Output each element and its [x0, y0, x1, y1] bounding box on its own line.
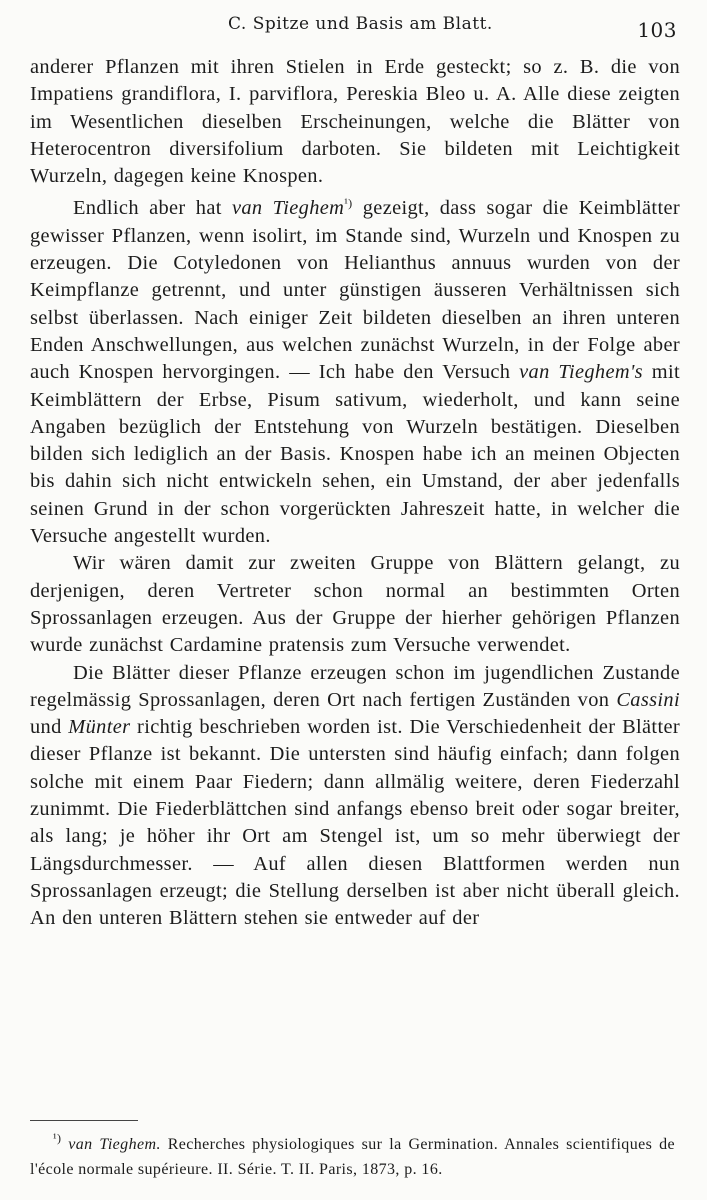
footnote-marker: ¹)	[53, 1131, 62, 1145]
author-name: van Tieghem	[231, 197, 345, 220]
footnote-author: van Tieghem.	[68, 1136, 161, 1153]
footnote	[30, 1126, 675, 1182]
page-header	[30, 10, 679, 40]
paragraph-2-part-a: Endlich aber hat	[73, 197, 232, 220]
paragraph-4-part-a: Die Blätter dieser Pflanze erzeugen schon im jugendlichen Zustande regelmässig Sprossanlagen, deren Ort nach fertigen Zuständen von	[30, 661, 680, 711]
footnote-divider	[30, 1120, 138, 1121]
author-name: Münter	[68, 716, 131, 739]
body-text	[30, 54, 680, 933]
paragraph-2	[30, 190, 680, 550]
paragraph-2-part-c: mit Keimblättern der Erbse, Pisum sativum, wiederholt, und kann seine Angaben bezüglich der Entstehung von Wurzeln bestätigen. Dieselben bilden sich lediglich an der Basis. Knospen habe ich an meinen Objecten bis dahin sich nicht entwickeln sehen, ein Umstand, der aber jedenfalls seinen Grund in der schon vorgerückten Jahreszeit hatte, in welcher die Versuche angestellt wurden.	[30, 361, 680, 548]
paragraph-2-part-b: gezeigt, dass sogar die Keimblätter gewisser Pflanzen, wenn isolirt, im Stande sind, Wurzeln und Knospen zu erzeugen. Die Cotyledonen von Helianthus annuus wurden von der Keimpflanze getrennt, und unter günstigen äusseren Verhältnissen sich selbst überlassen. Nach einiger Zeit bildeten dieselben an ihren unteren Enden Anschwellungen, aus welchen zunächst Wurzeln, in der Folge aber auch Knospen hervorgingen. — Ich habe den Versuch	[30, 197, 680, 384]
author-name: van Tieghem's	[519, 361, 643, 384]
page-number: 103	[637, 18, 677, 42]
paragraph-3: Wir wären damit zur zweiten Gruppe von Blättern gelangt, zu derjenigen, deren Vertreter schon normal an bestimmten Orten Sprossanlagen erzeugen. Aus der Gruppe der hierher gehörigen Pflanzen wurde zunächst Cardamine pratensis zum Versuche verwendet.	[30, 552, 680, 657]
paragraph-4-part-b: und	[30, 716, 69, 739]
footnote-reference: ¹)	[344, 196, 353, 211]
paragraph-4	[30, 660, 680, 933]
paragraph-1: anderer Pflanzen mit ihren Stielen in Erde gesteckt; so z. B. die von Impatiens grandiflora, I. parviflora, Pereskia Bleo u. A. Alle diese zeigten im Wesentlichen dieselben Erscheinungen, welche die Blätter von Heterocentron diversifolium darboten. Sie bildeten mit Leichtigkeit Wurzeln, dagegen keine Knospen.	[30, 56, 680, 188]
running-title: C. Spitze und Basis am Blatt.	[228, 14, 493, 34]
footnote-text: Recherches physiologiques sur la Germination. Annales scientifiques de l'école normale supérieure. II. Série. T. II. Paris, 1873, p. 16.	[30, 1136, 675, 1178]
author-name: Cassini	[616, 688, 680, 711]
paragraph-4-part-c: richtig beschrieben worden ist. Die Verschiedenheit der Blätter dieser Pflanze ist bekannt. Die untersten sind häufig einfach; dann folgen solche mit einem Paar Fiedern; dann allmälig weitere, deren Fiederzahl zunimmt. Die Fiederblättchen sind anfangs ebenso breit oder sogar breiter, als lang; je höher ihr Ort am Stengel ist, um so mehr überwiegt der Längsdurchmesser. — Auf allen diesen Blattformen werden nun Sprossanlagen erzeugt; die Stellung derselben ist aber nicht überall gleich. An den unteren Blättern stehen sie entweder auf der	[30, 716, 681, 930]
